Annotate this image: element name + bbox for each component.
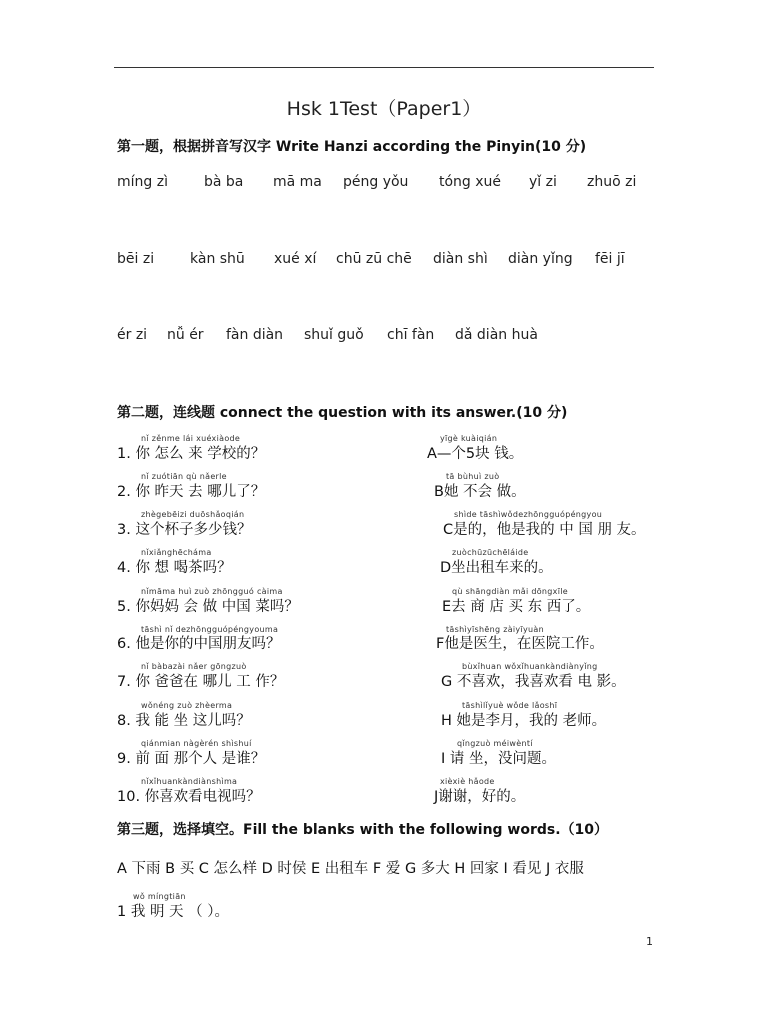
- answer-pinyin: xièxiè hǎode: [440, 777, 495, 786]
- question-item: 8. 我 能 坐 这儿吗？: [117, 713, 251, 729]
- pinyin-word: fàn diàn: [226, 327, 284, 343]
- question-item: 10. 你喜欢看电视吗？: [117, 789, 261, 805]
- answer-item: D坐出租车来的。: [440, 560, 553, 576]
- question-item: 5. 你妈妈 会 做 中国 菜吗？: [117, 599, 299, 615]
- question-item: 1. 你 怎么 来 学校的？: [117, 446, 266, 462]
- pinyin-word: dǎ diàn huà: [455, 327, 538, 343]
- question-pinyin: wǒnéng zuò zhèerma: [141, 701, 233, 710]
- pinyin-word: bēi zi: [117, 251, 155, 267]
- question-pinyin: nǐ zěnme lái xuéxiàode: [141, 434, 241, 443]
- answer-pinyin: qǐngzuò méiwèntí: [457, 739, 533, 748]
- answer-item: E去 商 店 买 东 西了。: [442, 599, 591, 615]
- top-rule: [114, 67, 654, 68]
- pinyin-word: nǚ ér: [167, 327, 204, 343]
- answer-pinyin: yīgè kuàiqián: [440, 434, 498, 443]
- answer-item: A—个5块 钱。: [427, 446, 524, 462]
- answer-pinyin: zuòchūzūchēláide: [452, 548, 529, 557]
- answer-item: I 请 坐，没问题。: [441, 751, 556, 767]
- answer-item: G 不喜欢，我喜欢看 电 影。: [441, 674, 626, 690]
- pinyin-word: chū zū chē: [336, 251, 412, 267]
- pinyin-word: kàn shū: [190, 251, 245, 267]
- answer-item: F他是医生，在医院工作。: [436, 636, 604, 652]
- answer-item: H 她是李月，我的 老师。: [441, 713, 607, 729]
- question-pinyin: nǐ zuótiān qù nǎerle: [141, 472, 227, 481]
- answer-pinyin: tāshìlǐyuè wǒde lǎoshī: [462, 701, 558, 710]
- question-pinyin: nǐxiǎnghēcháma: [141, 548, 212, 557]
- pinyin-word: xué xí: [274, 251, 317, 267]
- pinyin-word: tóng xué: [439, 174, 502, 190]
- answer-pinyin: tāshìyīshēng zàiyīyuàn: [446, 625, 544, 634]
- pinyin-word: ér zi: [117, 327, 148, 343]
- pinyin-word: bà ba: [204, 174, 244, 190]
- pinyin-word: péng yǒu: [343, 174, 409, 190]
- question-pinyin: qiánmian nàgèrén shìshuí: [141, 739, 252, 748]
- pinyin-word: zhuō zi: [587, 174, 637, 190]
- answer-pinyin: shìde tāshìwǒdezhōngguópéngyou: [454, 510, 603, 519]
- pinyin-word: mā ma: [273, 174, 322, 190]
- word-options: A 下雨 B 买 C 怎么样 D 时侯 E 出租车 F 爱 G 多大 H 回家 I 看见 J 衣服: [117, 861, 584, 877]
- question-item: 4. 你 想 喝茶吗？: [117, 560, 232, 576]
- answer-item: C是的，他是我的 中 国 朋 友。: [443, 522, 646, 538]
- answer-item: J谢谢，好的。: [434, 789, 526, 805]
- answer-pinyin: tā bùhuì zuò: [446, 472, 500, 481]
- section1-heading: 第一题，根据拼音写汉字 Write Hanzi according the Pinyin(10 分): [117, 139, 587, 155]
- question-pinyin: nǐmāma huì zuò zhōngguó càima: [141, 587, 283, 596]
- question-item: 3. 这个杯子多少钱？: [117, 522, 252, 538]
- pinyin-word: míng zì: [117, 174, 168, 190]
- page-number: 1: [646, 935, 653, 948]
- question-item: 7. 你 爸爸在 哪儿 工 作？: [117, 674, 285, 690]
- section3-heading: 第三题，选择填空。Fill the blanks with the following words.（10）: [117, 822, 609, 838]
- pinyin-word: shuǐ guǒ: [304, 327, 364, 343]
- pinyin-word: diàn shì: [433, 251, 488, 267]
- pinyin-word: fēi jī: [595, 251, 625, 267]
- question-pinyin: tāshì nǐ dezhōngguópéngyouma: [141, 625, 279, 634]
- fill-blank-question: 1 我 明 天 （ ）。: [117, 904, 230, 920]
- question-pinyin: nǐ bàbazài nǎer gōngzuò: [141, 662, 247, 671]
- question-item: 2. 你 昨天 去 哪儿了？: [117, 484, 266, 500]
- pinyin-word: chī fàn: [387, 327, 435, 343]
- answer-item: B她 不会 做。: [434, 484, 526, 500]
- question-item: 6. 他是你的中国朋友吗？: [117, 636, 281, 652]
- pinyin-word: diàn yǐng: [508, 251, 573, 267]
- question-pinyin: zhègebēizi duōshǎoqián: [141, 510, 245, 519]
- pinyin-word: yǐ zi: [529, 174, 557, 190]
- question-item: 9. 前 面 那个人 是谁？: [117, 751, 266, 767]
- page-title: Hsk 1Test（Paper1）: [286, 98, 482, 120]
- answer-pinyin: bùxǐhuan wǒxǐhuankàndiànyǐng: [462, 662, 598, 671]
- question-pinyin: nǐxǐhuankàndiànshìma: [141, 777, 238, 786]
- section2-heading: 第二题，连线题 connect the question with its answer.(10 分): [117, 405, 568, 421]
- question-pinyin: wǒ míngtiān: [133, 892, 186, 901]
- answer-pinyin: qù shāngdiàn mǎi dōngxīle: [452, 587, 568, 596]
